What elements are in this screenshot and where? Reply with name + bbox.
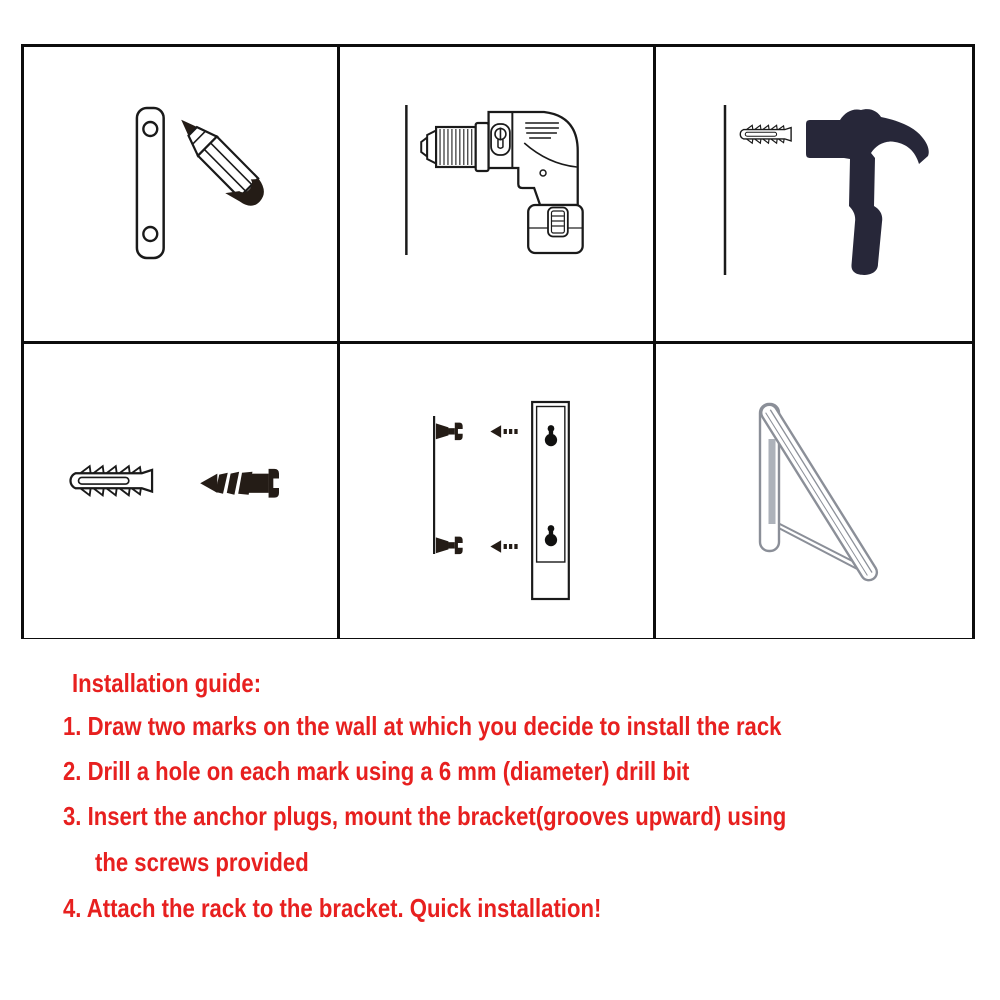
pencil-icon: [168, 111, 271, 215]
instruction-step-2: 2. Drill a hole on each mark using a 6 mm (diameter) drill bit: [63, 756, 690, 786]
panel-drill: [340, 47, 656, 344]
dashed-arrow-icon: [490, 425, 517, 438]
panel-folding-bracket: [656, 344, 972, 638]
instruction-step-4: 4. Attach the rack to the bracket. Quick installation!: [63, 893, 602, 923]
screw-icon: [200, 469, 279, 498]
hammer-icon: [806, 109, 929, 275]
drill-icon: [421, 112, 582, 253]
panel-mark: [24, 47, 340, 344]
dashed-arrow-icon: [490, 540, 517, 553]
anchor-plug-icon: [70, 466, 152, 495]
panel-anchor-screw: [24, 344, 340, 638]
wall-screw-icon: [436, 537, 463, 555]
wall-screw-icon: [436, 423, 463, 441]
instructions-title: Installation guide:: [72, 668, 262, 698]
panel-mount-bracket: [340, 344, 656, 638]
folding-bracket-icon: [758, 402, 880, 583]
instruction-step-3-continued: the screws provided: [95, 847, 309, 877]
mounting-strip-icon: [137, 108, 164, 258]
instruction-step-1: 1. Draw two marks on the wall at which you decide to install the rack: [63, 711, 782, 741]
bracket-plate-icon: [532, 402, 569, 599]
steps-grid: [21, 44, 975, 639]
instruction-step-3: 3. Insert the anchor plugs, mount the bracket(grooves upward) using: [63, 801, 787, 831]
anchor-plug-icon: [740, 125, 791, 143]
panel-hammer: [656, 47, 972, 344]
